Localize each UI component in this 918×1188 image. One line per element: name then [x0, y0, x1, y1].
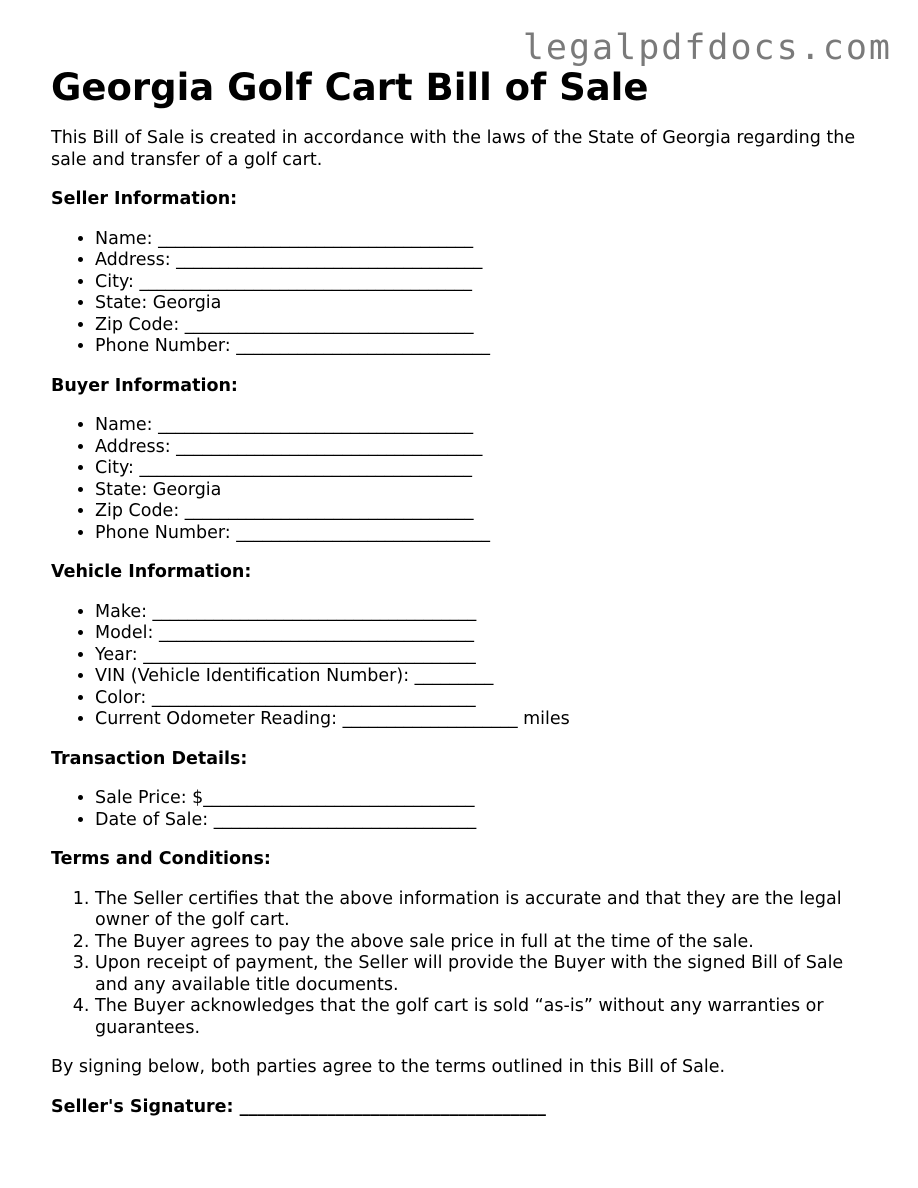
- seller-state-line: • State: Georgia: [95, 293, 881, 315]
- vehicle-color-line: • Color: _____________________________________: [95, 688, 881, 710]
- buyer-city-line: • City: ______________________________________: [95, 458, 881, 480]
- buyer-section-heading: Buyer Information:: [51, 375, 238, 396]
- vehicle-vin-line: • VIN (Vehicle Identification Number): _________: [95, 666, 881, 688]
- buyer-zip-line: • Zip Code: _________________________________: [95, 501, 881, 523]
- buyer-name-line: • Name: ____________________________________: [95, 415, 881, 437]
- term-item: 2. The Buyer agrees to pay the above sale price in full at the time of the sale.: [95, 932, 881, 954]
- buyer-info-list: [51, 415, 881, 544]
- document-body: [51, 64, 881, 1118]
- term-item: 4. The Buyer acknowledges that the golf cart is sold “as-is” without any warranties or guarantees.: [95, 996, 881, 1039]
- seller-address-line: • Address: ___________________________________: [95, 250, 881, 272]
- term-item: 1. The Seller certifies that the above information is accurate and that they are the legal owner of the golf cart.: [95, 889, 881, 932]
- vehicle-odometer-line: • Current Odometer Reading: ____________________ miles: [95, 709, 881, 731]
- transaction-details-list: [51, 788, 881, 831]
- term-item: 3. Upon receipt of payment, the Seller will provide the Buyer with the signed Bill of Sale and any available title documents.: [95, 953, 881, 996]
- seller-city-line: • City: ______________________________________: [95, 272, 881, 294]
- seller-phone-line: • Phone Number: _____________________________: [95, 336, 881, 358]
- watermark: legalpdfdocs.com: [522, 28, 892, 68]
- terms-list: [51, 889, 881, 1040]
- seller-name-line: • Name: ____________________________________: [95, 229, 881, 251]
- seller-info-list: [51, 229, 881, 358]
- seller-zip-line: • Zip Code: _________________________________: [95, 315, 881, 337]
- closing-statement: By signing below, both parties agree to the terms outlined in this Bill of Sale.: [51, 1057, 726, 1077]
- intro-paragraph: This Bill of Sale is created in accordance with the laws of the State of Georgia regarding the sale and transfer of a golf cart.: [51, 128, 856, 170]
- terms-section-heading: Terms and Conditions:: [51, 849, 271, 869]
- vehicle-model-line: • Model: ____________________________________: [95, 623, 881, 645]
- seller-signature-line: Seller's Signature: ___________________________________: [51, 1096, 546, 1117]
- vehicle-section-heading: Vehicle Information:: [51, 562, 252, 582]
- seller-section-heading: Seller Information:: [51, 189, 238, 209]
- vehicle-make-line: • Make: _____________________________________: [95, 602, 881, 624]
- buyer-phone-line: • Phone Number: _____________________________: [95, 523, 881, 545]
- sale-date-line: • Date of Sale: ______________________________: [95, 810, 881, 832]
- buyer-state-line: • State: Georgia: [95, 480, 881, 502]
- sale-price-line: • Sale Price: $_______________________________: [95, 788, 881, 810]
- buyer-address-line: • Address: ___________________________________: [95, 437, 881, 459]
- vehicle-year-line: • Year: ______________________________________: [95, 645, 881, 667]
- page-title: Georgia Golf Cart Bill of Sale: [51, 66, 649, 109]
- transaction-section-heading: Transaction Details:: [51, 748, 248, 769]
- vehicle-info-list: [51, 602, 881, 731]
